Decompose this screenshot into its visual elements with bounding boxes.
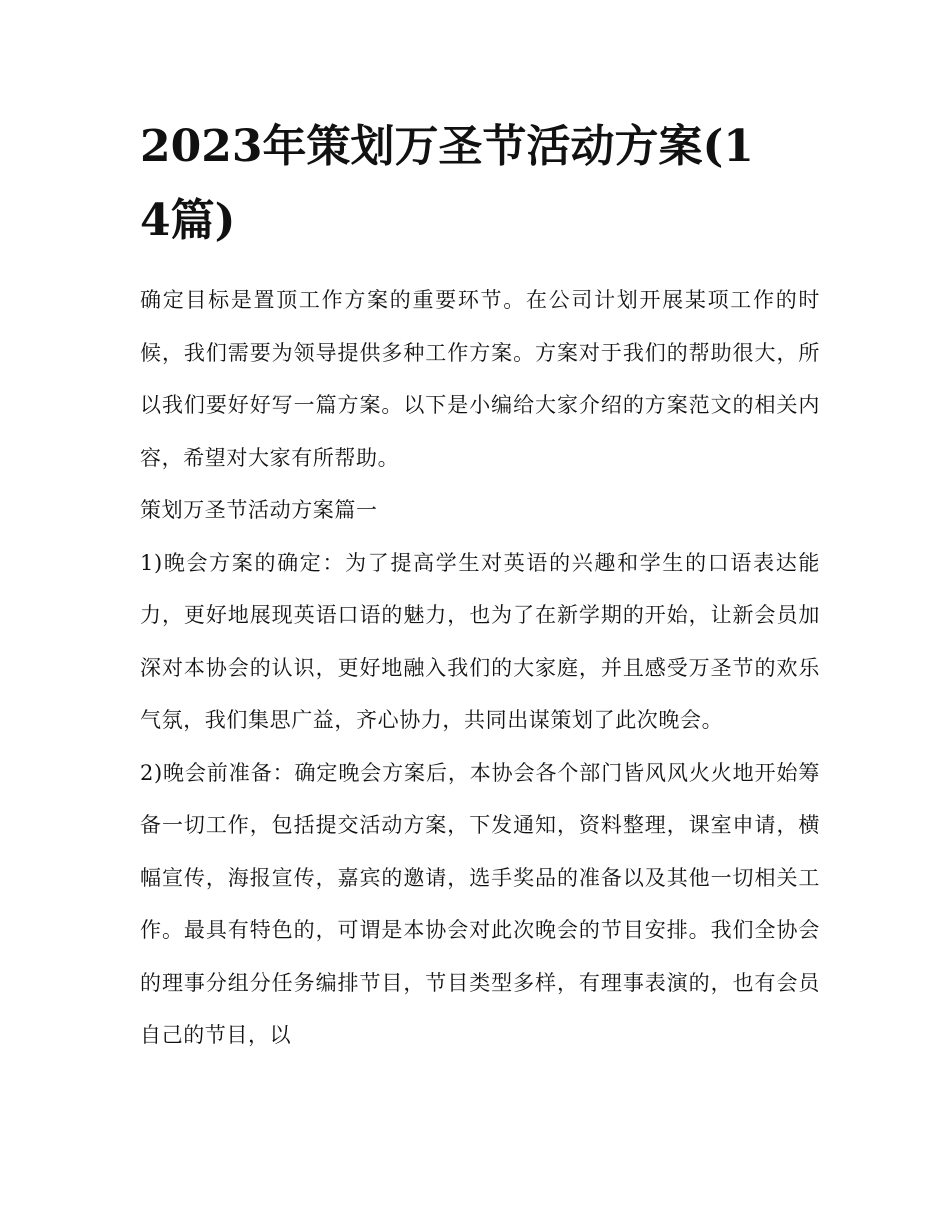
intro-paragraph: 确定目标是置顶工作方案的重要环节。在公司计划开展某项工作的时候，我们需要为领导提供多种工作方案。方案对于我们的帮助很大，所以我们要好好写一篇方案。以下是小编给大家介绍的方案范文的相关内容，希望对大家有所帮助。 <box>140 288 820 470</box>
section-heading: 策划万圣节活动方案篇一 <box>140 498 378 522</box>
document-page <box>140 110 820 1062</box>
document-body <box>140 274 820 1062</box>
body-paragraph: 2)晚会前准备：确定晚会方案后，本协会各个部门皆风风火火地开始筹备一切工作，包括提交活动方案，下发通知，资料整理，课室申请，横幅宣传，海报宣传，嘉宾的邀请，选手奖品的准备以及其他一切相关工作。最具有特色的，可谓是本协会对此次晚会的节目安排。我们全协会的理事分组分任务编排节目，节目类型多样，有理事表演的，也有会员自己的节目，以 <box>140 760 820 1047</box>
body-paragraph: 1)晚会方案的确定：为了提高学生对英语的兴趣和学生的口语表达能力，更好地展现英语口语的魅力，也为了在新学期的开始，让新会员加深对本协会的认识，更好地融入我们的大家庭，并且感受万圣节的欢乐气氛，我们集思广益，齐心协力，共同出谋策划了此次晚会。 <box>140 550 820 732</box>
document-title: 2023年策划万圣节活动方案(14篇) <box>140 121 754 246</box>
